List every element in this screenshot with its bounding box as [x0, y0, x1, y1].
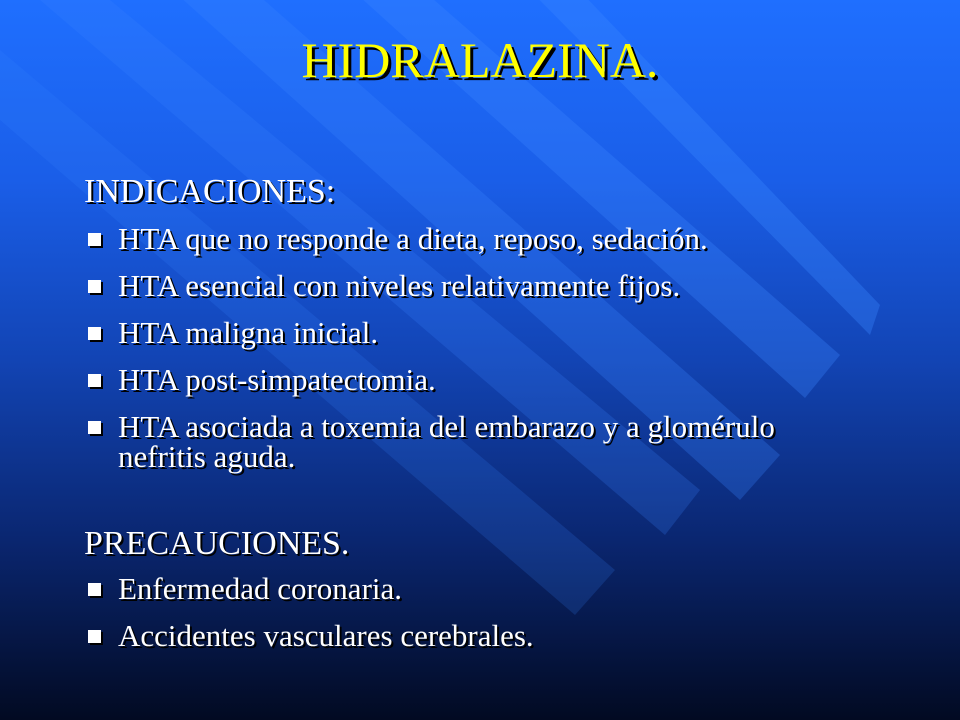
list-item: [84, 315, 904, 350]
section-heading-precauciones: PRECAUCIONES.: [84, 525, 350, 562]
list-item: [84, 618, 904, 653]
list-item-text: Accidentes vasculares cerebrales.: [118, 618, 534, 653]
list-item-text: HTA esencial con niveles relativamente fijos.: [118, 268, 681, 303]
section-heading-indicaciones: INDICACIONES:: [84, 173, 336, 210]
slide-title: HIDRALAZINA.: [301, 32, 659, 88]
list-item-text: Enfermedad coronaria.: [118, 571, 403, 606]
list-item-text: HTA post-simpatectomia.: [118, 362, 436, 397]
list-item: [84, 268, 904, 303]
list-item: [84, 362, 904, 397]
list-item: [84, 221, 904, 256]
square-bullet-icon: [88, 327, 101, 340]
list-item-text: HTA que no responde a dieta, reposo, sedación.: [118, 221, 708, 256]
square-bullet-icon: [88, 233, 101, 246]
indicaciones-list: [84, 221, 904, 489]
square-bullet-icon: [88, 374, 101, 387]
list-item: [84, 571, 904, 606]
precauciones-list: [84, 571, 904, 668]
square-bullet-icon: [88, 280, 101, 293]
square-bullet-icon: [88, 630, 101, 643]
square-bullet-icon: [88, 583, 101, 596]
list-item-text: HTA asociada a toxemia del embarazo y a glomérulo nefritis aguda.: [118, 409, 775, 474]
square-bullet-icon: [88, 421, 101, 434]
list-item: [84, 409, 818, 474]
list-item-text: HTA maligna inicial.: [118, 315, 379, 350]
